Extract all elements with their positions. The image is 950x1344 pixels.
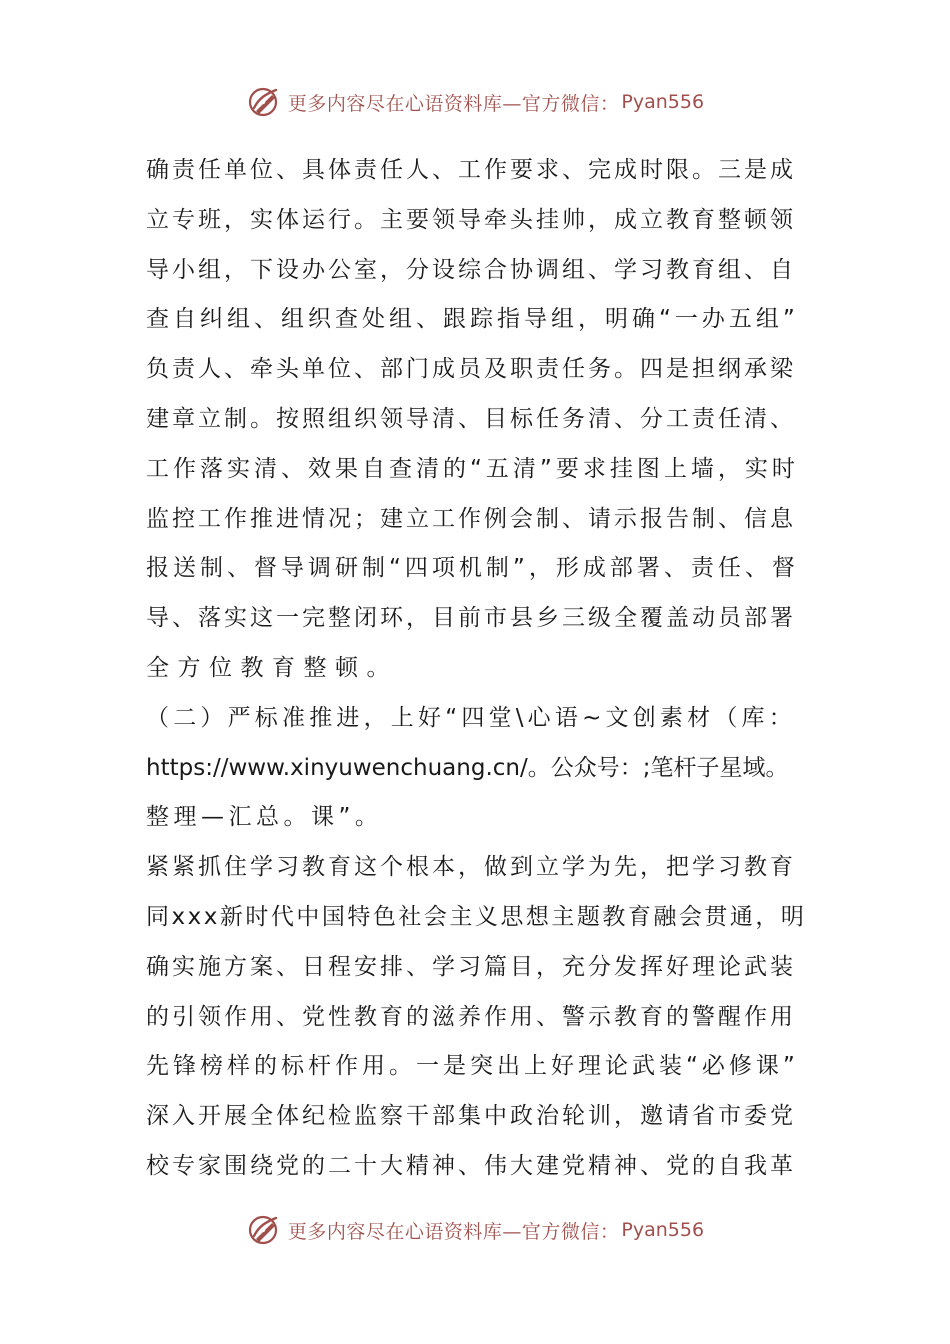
- text-line: 立专班，实体运行。主要领导牵头挂帅，成立教育整顿领: [146, 206, 796, 233]
- text-line: 深入开展全体纪检监察干部集中政治轮训，邀请省市委党: [146, 1103, 796, 1130]
- text-line: 导小组，下设办公室，分设综合协调组、学习教育组、自: [146, 256, 796, 283]
- text-line: 负责人、牵头单位、部门成员及职责任务。四是担纲承梁: [146, 356, 796, 383]
- footer-wechat-id: Pyan556: [621, 1219, 705, 1241]
- text-line: 工作落实清、效果自查清的“五清”要求挂图上墙，实时: [146, 455, 799, 482]
- text-line: 同xxx新时代中国特色社会主义思想主题教育融会贯通，明: [146, 903, 806, 930]
- text-line-url: https://www.xinyuwenchuang.cn/。公众号：;笔杆子星域。: [146, 754, 789, 781]
- pen-circle-logo-icon: [246, 84, 282, 120]
- text-line: 建章立制。按照组织领导清、目标任务清、分工责任清、: [146, 405, 796, 432]
- text-line: 监控工作推进情况；建立工作例会制、请示报告制、信息: [146, 505, 796, 532]
- document-body: [146, 146, 806, 1192]
- footer-banner-text: 更多内容尽在心语资料库—官方微信：: [287, 1220, 620, 1243]
- text-line: 查自纠组、组织查处组、跟踪指导组，明确“一办五组”: [146, 306, 799, 333]
- text-line: 的引领作用、党性教育的滋养作用、警示教育的警醒作用: [146, 1003, 796, 1030]
- text-line: 确实施方案、日程安排、学习篇目，充分发挥好理论武装: [146, 953, 796, 980]
- text-line: 确责任单位、具体责任人、工作要求、完成时限。三是成: [146, 157, 796, 183]
- section-heading: （二）严标准推进，上好“四堂\心语~文创素材（库：: [146, 704, 796, 731]
- text-line: 校专家围绕党的二十大精神、伟大建党精神、党的自我革: [146, 1152, 796, 1179]
- text-line: 全方位教育整顿。: [146, 654, 398, 681]
- text-line: 紧紧抓住学习教育这个根本，做到立学为先，把学习教育: [146, 854, 796, 881]
- text-line: 报送制、督导调研制“四项机制”，形成部署、责任、督: [146, 555, 799, 582]
- header-banner-text: 更多内容尽在心语资料库—官方微信：: [287, 92, 620, 115]
- header-wechat-id: Pyan556: [621, 91, 705, 113]
- header-banner: [0, 80, 950, 124]
- text-line: 导、落实这一完整闭环，目前市县乡三级全覆盖动员部署: [146, 605, 796, 632]
- footer-banner: [0, 1208, 950, 1252]
- pen-circle-logo-icon: [246, 1212, 282, 1248]
- text-line: 先锋榜样的标杆作用。一是突出上好理论武装“必修课”: [146, 1053, 799, 1080]
- text-line: 整理—汇总。课”。: [146, 804, 383, 831]
